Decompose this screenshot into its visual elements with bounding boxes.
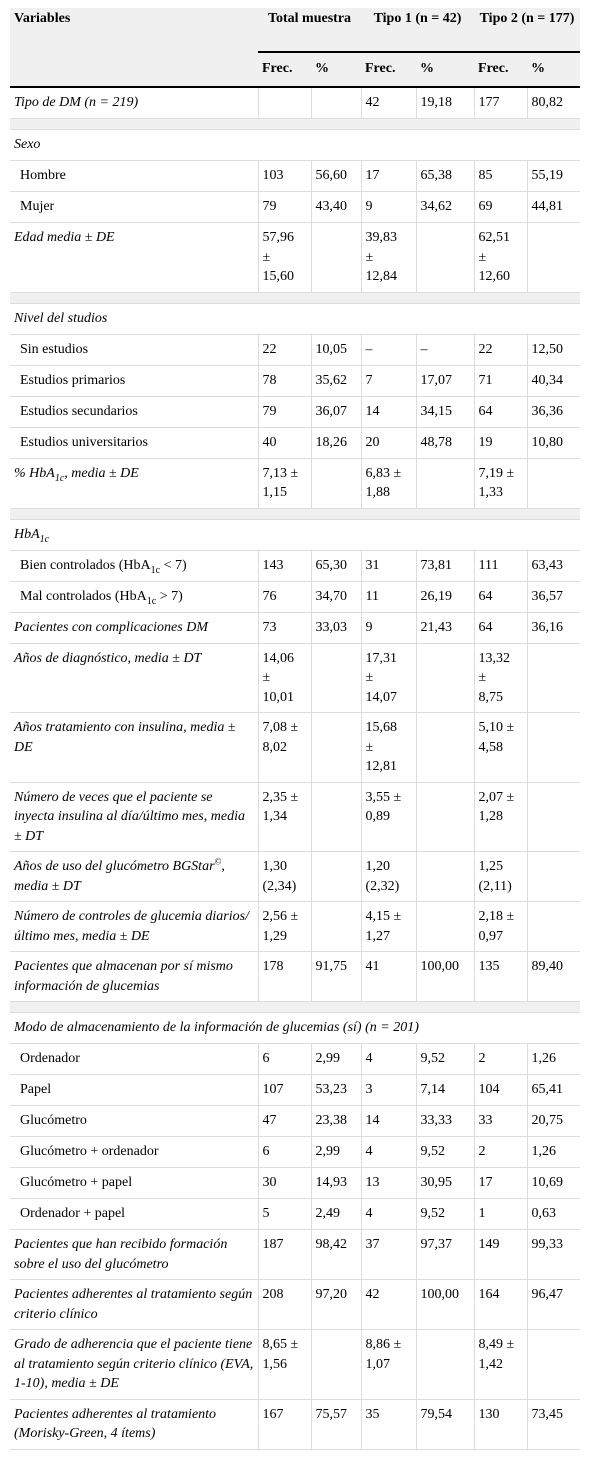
value-cell: 65,30 <box>311 550 361 581</box>
value-cell: 164 <box>474 1280 527 1330</box>
value-cell <box>416 713 474 783</box>
value-cell <box>416 1330 474 1400</box>
value-cell: 79 <box>258 192 311 223</box>
value-cell: 71 <box>474 365 527 396</box>
value-cell: 20 <box>361 427 416 458</box>
table-row <box>10 334 580 365</box>
table-row <box>10 782 580 852</box>
value-cell: 36,36 <box>527 396 580 427</box>
value-cell: 35 <box>361 1399 416 1449</box>
value-cell: 37 <box>361 1230 416 1280</box>
table-row <box>10 458 580 508</box>
table-row <box>10 852 580 902</box>
value-cell: 19 <box>474 427 527 458</box>
value-cell: 2,07 ± 1,28 <box>474 782 527 852</box>
header-blank <box>10 52 258 87</box>
value-cell: 2,99 <box>311 1044 361 1075</box>
table-row <box>10 192 580 223</box>
value-cell: 14,06 ± 10,01 <box>258 643 311 713</box>
value-cell <box>527 1330 580 1400</box>
value-cell <box>527 852 580 902</box>
table-row <box>10 1199 580 1230</box>
value-cell: 187 <box>258 1230 311 1280</box>
value-cell: 79,54 <box>416 1399 474 1449</box>
value-cell <box>416 852 474 902</box>
value-cell: 96,47 <box>527 1280 580 1330</box>
value-cell <box>311 223 361 293</box>
value-cell: 11 <box>361 581 416 612</box>
table-row <box>10 1230 580 1280</box>
value-cell: 15,68 ± 12,81 <box>361 713 416 783</box>
value-cell: 40,34 <box>527 365 580 396</box>
value-cell: 1,26 <box>527 1044 580 1075</box>
value-cell: 4,15 ± 1,27 <box>361 902 416 952</box>
value-cell: 57,96 ± 15,60 <box>258 223 311 293</box>
table-row <box>10 1168 580 1199</box>
value-cell: 7 <box>361 365 416 396</box>
value-cell: 9,52 <box>416 1199 474 1230</box>
value-cell: 6,83 ± 1,88 <box>361 458 416 508</box>
value-cell: 35,62 <box>311 365 361 396</box>
value-cell: 75,57 <box>311 1399 361 1449</box>
table-container <box>10 8 580 1450</box>
value-cell: 73,45 <box>527 1399 580 1449</box>
value-cell: 9 <box>361 612 416 643</box>
value-cell: 178 <box>258 952 311 1002</box>
value-cell: 4 <box>361 1137 416 1168</box>
value-cell <box>258 87 311 119</box>
value-cell: 43,40 <box>311 192 361 223</box>
value-cell: 1,26 <box>527 1137 580 1168</box>
value-cell: 44,81 <box>527 192 580 223</box>
value-cell: 33,03 <box>311 612 361 643</box>
value-cell: 107 <box>258 1075 311 1106</box>
value-cell <box>416 902 474 952</box>
value-cell: 64 <box>474 612 527 643</box>
value-cell: 30,95 <box>416 1168 474 1199</box>
value-cell: 17,07 <box>416 365 474 396</box>
value-cell: 55,19 <box>527 161 580 192</box>
table-row <box>10 581 580 612</box>
value-cell: 104 <box>474 1075 527 1106</box>
table-row <box>10 1044 580 1075</box>
value-cell: 135 <box>474 952 527 1002</box>
value-cell: 13,32 ± 8,75 <box>474 643 527 713</box>
value-cell: – <box>416 334 474 365</box>
value-cell: 2,56 ± 1,29 <box>258 902 311 952</box>
value-cell: 20,75 <box>527 1106 580 1137</box>
row-label: Glucómetro <box>10 1106 258 1137</box>
value-cell: 12,50 <box>527 334 580 365</box>
value-cell: 73 <box>258 612 311 643</box>
value-cell: 2 <box>474 1137 527 1168</box>
table-row <box>10 902 580 952</box>
value-cell: 30 <box>258 1168 311 1199</box>
value-cell: 7,14 <box>416 1075 474 1106</box>
value-cell: 17 <box>361 161 416 192</box>
value-cell: 13 <box>361 1168 416 1199</box>
value-cell: 7,13 ± 1,15 <box>258 458 311 508</box>
value-cell: 17,31 ± 14,07 <box>361 643 416 713</box>
table-row <box>10 1330 580 1400</box>
section-label: Modo de almacenamiento de la información de glucemias (sí) (n = 201) <box>10 1013 580 1044</box>
value-cell: 1 <box>474 1199 527 1230</box>
value-cell: 33,33 <box>416 1106 474 1137</box>
value-cell: 9,52 <box>416 1137 474 1168</box>
value-cell: 1,20 (2,32) <box>361 852 416 902</box>
spacer-row <box>10 508 580 519</box>
header-freq: Frec. <box>474 52 527 87</box>
value-cell <box>416 782 474 852</box>
value-cell <box>311 87 361 119</box>
header-freq: Frec. <box>361 52 416 87</box>
value-cell <box>311 782 361 852</box>
row-label: Ordenador + papel <box>10 1199 258 1230</box>
value-cell <box>311 458 361 508</box>
value-cell: 14 <box>361 1106 416 1137</box>
value-cell: 21,43 <box>416 612 474 643</box>
value-cell: 53,23 <box>311 1075 361 1106</box>
section-header <box>10 130 580 161</box>
value-cell: 31 <box>361 550 416 581</box>
row-label: Edad media ± DE <box>10 223 258 293</box>
value-cell: 100,00 <box>416 1280 474 1330</box>
row-label: Número de controles de glucemia diarios/último mes, media ± DE <box>10 902 258 952</box>
row-label: Estudios primarios <box>10 365 258 396</box>
value-cell: 79 <box>258 396 311 427</box>
value-cell: 69 <box>474 192 527 223</box>
value-cell <box>311 1330 361 1400</box>
spacer-row <box>10 119 580 130</box>
value-cell: 99,33 <box>527 1230 580 1280</box>
row-label: Sin estudios <box>10 334 258 365</box>
value-cell: 6 <box>258 1137 311 1168</box>
value-cell: 22 <box>474 334 527 365</box>
value-cell: 22 <box>258 334 311 365</box>
value-cell: 65,38 <box>416 161 474 192</box>
value-cell: 64 <box>474 396 527 427</box>
value-cell: 14 <box>361 396 416 427</box>
value-cell: 111 <box>474 550 527 581</box>
row-label: Tipo de DM (n = 219) <box>10 87 258 119</box>
header-pct: % <box>416 52 474 87</box>
value-cell: 48,78 <box>416 427 474 458</box>
row-label: Grado de adherencia que el paciente tiene al tratamiento según criterio clínico (EVA, 1-10), media ± DE <box>10 1330 258 1400</box>
row-label: Ordenador <box>10 1044 258 1075</box>
row-label: Pacientes que almacenan por sí mismo información de glucemias <box>10 952 258 1002</box>
value-cell: 76 <box>258 581 311 612</box>
row-label: Hombre <box>10 161 258 192</box>
value-cell: 208 <box>258 1280 311 1330</box>
value-cell: 64 <box>474 581 527 612</box>
value-cell: 97,37 <box>416 1230 474 1280</box>
value-cell: 2 <box>474 1044 527 1075</box>
value-cell: 73,81 <box>416 550 474 581</box>
section-header <box>10 1013 580 1044</box>
characteristics-table <box>10 8 580 1450</box>
value-cell: 177 <box>474 87 527 119</box>
table-row <box>10 223 580 293</box>
value-cell <box>311 852 361 902</box>
table-row <box>10 1075 580 1106</box>
row-label: Estudios secundarios <box>10 396 258 427</box>
value-cell <box>527 782 580 852</box>
header-variables: Variables <box>10 8 258 52</box>
header-total: Total muestra <box>258 8 361 52</box>
value-cell: 89,40 <box>527 952 580 1002</box>
table-row <box>10 1280 580 1330</box>
value-cell: 0,63 <box>527 1199 580 1230</box>
table-row <box>10 365 580 396</box>
table-row <box>10 612 580 643</box>
table-header <box>10 8 580 87</box>
value-cell: 8,65 ± 1,56 <box>258 1330 311 1400</box>
value-cell: 10,69 <box>527 1168 580 1199</box>
value-cell: 3 <box>361 1075 416 1106</box>
table-row <box>10 1137 580 1168</box>
value-cell: 42 <box>361 87 416 119</box>
value-cell: 36,57 <box>527 581 580 612</box>
value-cell: 41 <box>361 952 416 1002</box>
table-row <box>10 427 580 458</box>
value-cell: 9,52 <box>416 1044 474 1075</box>
value-cell: 34,70 <box>311 581 361 612</box>
value-cell: 36,16 <box>527 612 580 643</box>
row-label: Mal controlados (HbA$_{1c}$ > 7) <box>10 581 258 612</box>
value-cell: 17 <box>474 1168 527 1199</box>
value-cell: 14,93 <box>311 1168 361 1199</box>
value-cell: 65,41 <box>527 1075 580 1106</box>
value-cell: – <box>361 334 416 365</box>
value-cell <box>311 643 361 713</box>
section-header <box>10 303 580 334</box>
row-label: Pacientes adherentes al tratamiento según criterio clínico <box>10 1280 258 1330</box>
row-label: Pacientes que han recibido formación sobre el uso del glucómetro <box>10 1230 258 1280</box>
value-cell: 91,75 <box>311 952 361 1002</box>
value-cell: 2,49 <box>311 1199 361 1230</box>
value-cell: 10,80 <box>527 427 580 458</box>
section-label: HbA$_{1c}$ <box>10 519 580 550</box>
value-cell: 26,19 <box>416 581 474 612</box>
value-cell <box>527 458 580 508</box>
value-cell: 34,62 <box>416 192 474 223</box>
table-row <box>10 396 580 427</box>
value-cell: 149 <box>474 1230 527 1280</box>
spacer-row <box>10 292 580 303</box>
row-label: Años de uso del glucómetro BGStar©, media ± DT <box>10 852 258 902</box>
value-cell <box>527 713 580 783</box>
value-cell: 40 <box>258 427 311 458</box>
row-label: Pacientes con complicaciones DM <box>10 612 258 643</box>
value-cell <box>527 902 580 952</box>
table-row <box>10 550 580 581</box>
table-row <box>10 1106 580 1137</box>
header-pct: % <box>527 52 580 87</box>
value-cell: 8,86 ± 1,07 <box>361 1330 416 1400</box>
row-label: Glucómetro + ordenador <box>10 1137 258 1168</box>
spacer-row <box>10 1002 580 1013</box>
table-row <box>10 952 580 1002</box>
header-freq: Frec. <box>258 52 311 87</box>
row-label: Bien controlados (HbA$_{1c}$ < 7) <box>10 550 258 581</box>
value-cell: 2,99 <box>311 1137 361 1168</box>
table-row <box>10 713 580 783</box>
value-cell <box>416 223 474 293</box>
value-cell: 143 <box>258 550 311 581</box>
value-cell: 5,10 ± 4,58 <box>474 713 527 783</box>
value-cell: 34,15 <box>416 396 474 427</box>
header-tipo2: Tipo 2 (n = 177) <box>474 8 580 52</box>
value-cell: 18,26 <box>311 427 361 458</box>
value-cell: 7,08 ± 8,02 <box>258 713 311 783</box>
value-cell: 97,20 <box>311 1280 361 1330</box>
value-cell: 3,55 ± 0,89 <box>361 782 416 852</box>
value-cell: 39,83 ± 12,84 <box>361 223 416 293</box>
value-cell <box>527 643 580 713</box>
value-cell: 62,51 ± 12,60 <box>474 223 527 293</box>
value-cell: 2,18 ± 0,97 <box>474 902 527 952</box>
value-cell: 1,30 (2,34) <box>258 852 311 902</box>
value-cell: 130 <box>474 1399 527 1449</box>
row-label: Papel <box>10 1075 258 1106</box>
value-cell <box>416 458 474 508</box>
table-row <box>10 1399 580 1449</box>
value-cell <box>527 223 580 293</box>
table-row <box>10 161 580 192</box>
value-cell <box>416 643 474 713</box>
value-cell <box>311 713 361 783</box>
value-cell: 6 <box>258 1044 311 1075</box>
value-cell: 1,25 (2,11) <box>474 852 527 902</box>
row-label: Mujer <box>10 192 258 223</box>
row-label: Pacientes adherentes al tratamiento (Morisky-Green, 4 ítems) <box>10 1399 258 1449</box>
value-cell: 4 <box>361 1199 416 1230</box>
value-cell: 98,42 <box>311 1230 361 1280</box>
value-cell <box>311 902 361 952</box>
value-cell: 10,05 <box>311 334 361 365</box>
value-cell: 9 <box>361 192 416 223</box>
value-cell: 7,19 ± 1,33 <box>474 458 527 508</box>
row-label: Años de diagnóstico, media ± DT <box>10 643 258 713</box>
value-cell: 23,38 <box>311 1106 361 1137</box>
value-cell: 2,35 ± 1,34 <box>258 782 311 852</box>
row-label: Número de veces que el paciente se inyecta insulina al día/último mes, media ± DT <box>10 782 258 852</box>
value-cell: 56,60 <box>311 161 361 192</box>
header-pct: % <box>311 52 361 87</box>
value-cell: 80,82 <box>527 87 580 119</box>
table-row <box>10 643 580 713</box>
value-cell: 33 <box>474 1106 527 1137</box>
value-cell: 19,18 <box>416 87 474 119</box>
value-cell: 8,49 ± 1,42 <box>474 1330 527 1400</box>
value-cell: 85 <box>474 161 527 192</box>
value-cell: 36,07 <box>311 396 361 427</box>
section-header <box>10 519 580 550</box>
section-label: Sexo <box>10 130 580 161</box>
section-label: Nivel del studios <box>10 303 580 334</box>
row-label: % HbA$_{1c}$, media ± DE <box>10 458 258 508</box>
value-cell: 4 <box>361 1044 416 1075</box>
row-label: Años tratamiento con insulina, media ± DE <box>10 713 258 783</box>
value-cell: 63,43 <box>527 550 580 581</box>
row-label: Estudios universitarios <box>10 427 258 458</box>
row-label: Glucómetro + papel <box>10 1168 258 1199</box>
value-cell: 47 <box>258 1106 311 1137</box>
value-cell: 5 <box>258 1199 311 1230</box>
value-cell: 100,00 <box>416 952 474 1002</box>
value-cell: 78 <box>258 365 311 396</box>
value-cell: 42 <box>361 1280 416 1330</box>
value-cell: 103 <box>258 161 311 192</box>
header-tipo1: Tipo 1 (n = 42) <box>361 8 474 52</box>
value-cell: 167 <box>258 1399 311 1449</box>
table-row <box>10 87 580 119</box>
table-body <box>10 87 580 1449</box>
